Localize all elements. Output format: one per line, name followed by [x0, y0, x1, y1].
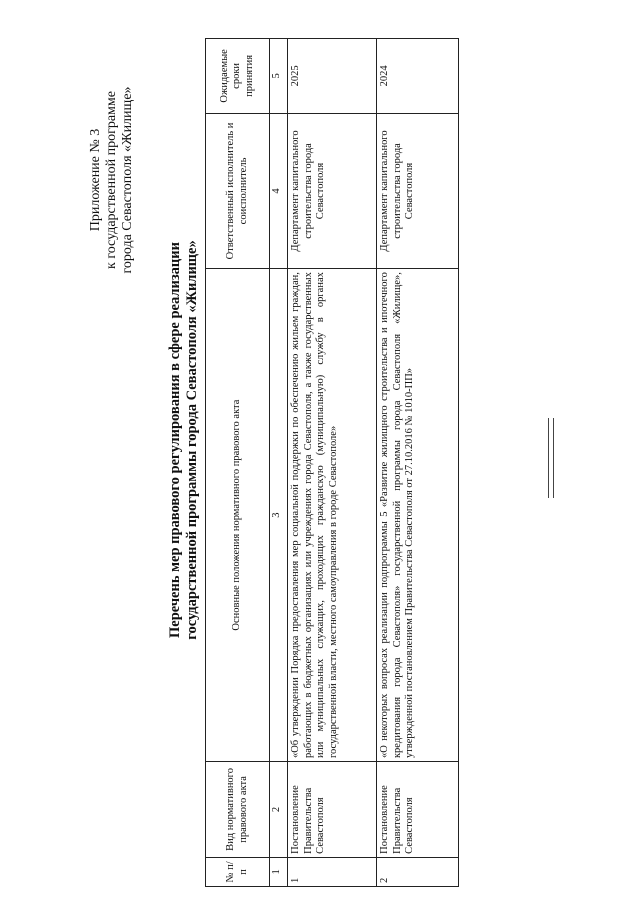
column-number: 2	[270, 762, 288, 858]
table-row	[377, 39, 459, 887]
title-line: Перечень мер правового регулирования в сфере реализации	[167, 242, 183, 638]
separator-line	[548, 418, 549, 498]
column-number: 1	[270, 857, 288, 886]
legal-acts-table	[205, 38, 459, 887]
appendix-line: города Севастополя «Жилище»	[120, 86, 135, 274]
column-number: 5	[270, 39, 288, 114]
act-executor: Департамент капитального строительства города Севастополя	[377, 113, 459, 268]
header-cell-number: № п/п	[206, 857, 270, 886]
table-row	[288, 39, 377, 887]
act-provisions: «О некоторых вопросах реализации подпрограммы 5 «Развитие жилищного строительства и ипотечного кредитования города Севастополя» государственной программы города Севастополя «Жилище», утвержденной постановлением Правительства Севастополя от 27.10.2016 № 1010-ПП»	[377, 269, 459, 762]
appendix-line: к государственной программе	[104, 91, 119, 269]
header-cell-executor: Ответственный исполнитель и соисполнитель	[206, 113, 270, 268]
act-executor: Департамент капитального строительства города Севастополя	[288, 113, 377, 268]
appendix-line: Приложение № 3	[88, 128, 103, 232]
header-cell-act-kind: Вид нормативного правового акта	[206, 762, 270, 858]
title-line: государственной программы города Севастополя «Жилище»	[184, 240, 200, 640]
act-kind: Постановление Правительства Севастополя	[377, 762, 459, 858]
act-kind: Постановление Правительства Севастополя	[288, 762, 377, 858]
column-number-row	[270, 39, 288, 887]
header-cell-provisions: Основные положения нормативного правового акта	[206, 269, 270, 762]
table-header-row	[206, 39, 270, 887]
act-term: 2024	[377, 39, 459, 114]
act-provisions: «Об утверждении Порядка предоставления мер социальной поддержки по обеспечению жильем граждан, работающих в бюджетных организациях или учреждениях города Севастополя, а также государственных или муниципальных служащих, проходящих гражданскую (муниципальную) службу в органах государственной власти, местного самоуправления в городе Севастополе»	[288, 269, 377, 762]
column-number: 4	[270, 113, 288, 268]
act-term: 2025	[288, 39, 377, 114]
row-number: 2	[377, 857, 459, 886]
appendix-block	[88, 55, 136, 305]
document-title	[167, 205, 201, 675]
column-number: 3	[270, 269, 288, 762]
separator-line	[553, 418, 554, 498]
header-cell-term: Ожидаемые сроки принятия	[206, 39, 270, 114]
row-number: 1	[288, 857, 377, 886]
